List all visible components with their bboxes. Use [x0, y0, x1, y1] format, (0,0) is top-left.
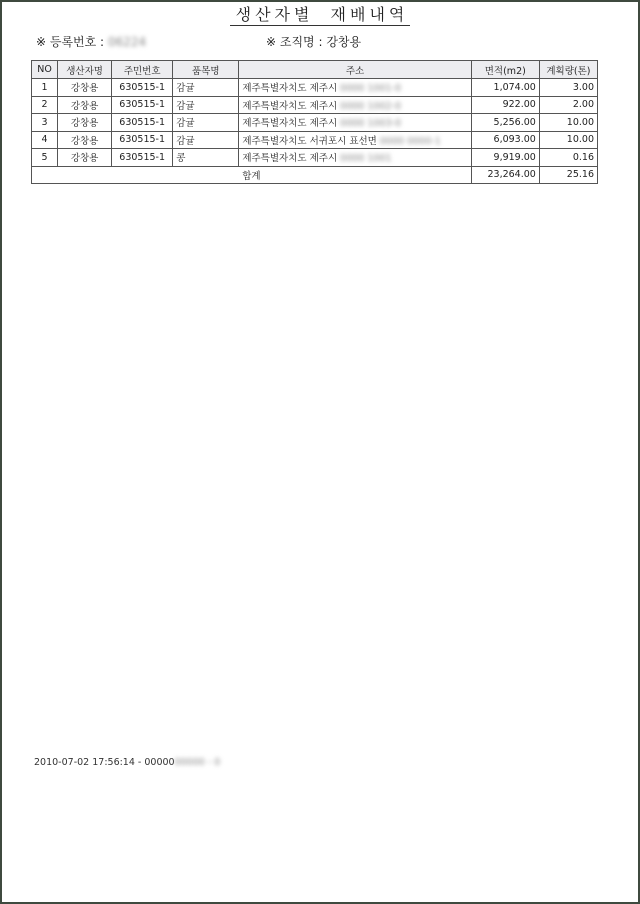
- cell-resident-id: 630515-1: [112, 114, 173, 132]
- cell-item: 감귤: [173, 114, 239, 132]
- address-hidden: 0000 0000-1: [379, 135, 441, 147]
- organization-label: ※ 조직명 :: [266, 35, 323, 49]
- cell-area: 922.00: [471, 96, 539, 114]
- cell-address: [239, 79, 471, 97]
- table-row: [32, 149, 598, 167]
- cell-no: 4: [32, 131, 58, 149]
- cell-producer: 강창용: [58, 149, 112, 167]
- cell-area: 1,074.00: [471, 79, 539, 97]
- cell-no: 3: [32, 114, 58, 132]
- cell-producer: 강창용: [58, 79, 112, 97]
- document-title-wrap: [0, 2, 640, 25]
- cell-no: 2: [32, 96, 58, 114]
- header-item: 품목명: [173, 61, 239, 79]
- table-row: [32, 79, 598, 97]
- cell-plan: 3.00: [539, 79, 597, 97]
- address-hidden: 0000 1002-0: [340, 100, 402, 112]
- cell-item: 감귤: [173, 131, 239, 149]
- print-footer: [34, 757, 220, 768]
- cell-resident-id: 630515-1: [112, 149, 173, 167]
- cell-address: [239, 114, 471, 132]
- address-text: 제주특별자치도 제주시: [242, 100, 338, 112]
- cell-item: 감귤: [173, 96, 239, 114]
- cell-area: 9,919.00: [471, 149, 539, 167]
- header-area: 면적(m2): [471, 61, 539, 79]
- address-hidden: 0000 1001-0: [340, 83, 402, 95]
- address-text: 제주특별자치도 서귀포시 표선면: [242, 135, 377, 147]
- header-no: NO: [32, 61, 58, 79]
- cell-address: [239, 96, 471, 114]
- header-producer: 생산자명: [58, 61, 112, 79]
- organization-value: 강창용: [326, 35, 362, 49]
- cell-producer: 강창용: [58, 131, 112, 149]
- header-resident-id: 주민번호: [112, 61, 173, 79]
- cultivation-table: [31, 60, 598, 184]
- cell-plan: 2.00: [539, 96, 597, 114]
- cell-resident-id: 630515-1: [112, 96, 173, 114]
- cell-producer: 강창용: [58, 114, 112, 132]
- cell-plan: 10.00: [539, 131, 597, 149]
- total-plan: 25.16: [539, 166, 597, 184]
- address-hidden: 0000 1003-0: [340, 118, 402, 130]
- cell-no: 1: [32, 79, 58, 97]
- address-text: 제주특별자치도 제주시: [242, 118, 338, 130]
- cell-plan: 0.16: [539, 149, 597, 167]
- registration-number: [36, 33, 146, 50]
- registration-label: ※ 등록번호 :: [36, 35, 105, 49]
- registration-value: 06224: [107, 35, 147, 49]
- cell-item: 콩: [173, 149, 239, 167]
- header-address: 주소: [239, 61, 471, 79]
- table-row: [32, 96, 598, 114]
- cell-address: [239, 149, 471, 167]
- total-label: 합계: [32, 166, 472, 184]
- table-row: [32, 131, 598, 149]
- table-row: [32, 114, 598, 132]
- cell-address: [239, 131, 471, 149]
- cell-item: 감귤: [173, 79, 239, 97]
- table-header-row: [32, 61, 598, 79]
- address-hidden: 0000 1001: [340, 153, 392, 165]
- cell-plan: 10.00: [539, 114, 597, 132]
- cell-area: 6,093.00: [471, 131, 539, 149]
- cell-area: 5,256.00: [471, 114, 539, 132]
- table-total-row: [32, 166, 598, 184]
- header-plan: 계획량(톤): [539, 61, 597, 79]
- footer-hidden: 00000 - 0: [174, 757, 221, 768]
- cell-resident-id: 630515-1: [112, 79, 173, 97]
- document-title: 생산자별 재배내역: [230, 5, 411, 26]
- footer-timestamp: 2010-07-02 17:56:14 - 00000: [34, 757, 175, 768]
- address-text: 제주특별자치도 제주시: [242, 83, 338, 95]
- organization-name: [266, 33, 361, 50]
- total-area: 23,264.00: [471, 166, 539, 184]
- cell-producer: 강창용: [58, 96, 112, 114]
- cell-no: 5: [32, 149, 58, 167]
- address-text: 제주특별자치도 제주시: [242, 153, 338, 165]
- cell-resident-id: 630515-1: [112, 131, 173, 149]
